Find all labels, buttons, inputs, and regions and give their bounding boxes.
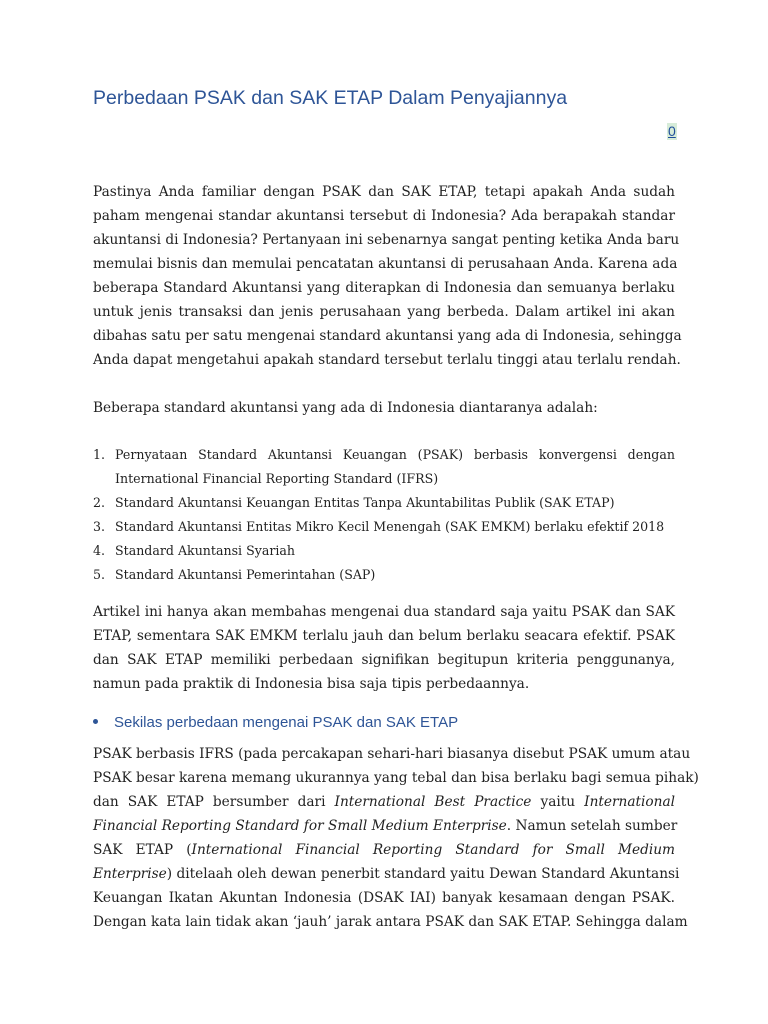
standards-list: [93, 443, 675, 587]
list-item: [93, 443, 675, 491]
list-item-text: Standard Akuntansi Syariah: [115, 543, 296, 558]
list-item-number: 4.: [93, 543, 106, 558]
list-intro-text: Beberapa standard akuntansi yang ada di Indonesia diantaranya adalah:: [93, 400, 598, 416]
section-body: [93, 742, 699, 934]
list-item-number: 1.: [93, 447, 106, 462]
section-line: Keuangan Ikatan Akuntan Indonesia (DSAK IAI) banyak kesamaan dengan PSAK.: [93, 890, 675, 906]
list-item-number: 5.: [93, 567, 106, 582]
intro-line: Anda dapat mengetahui apakah standard tersebut terlalu tinggi atau terlalu rendah.: [93, 352, 681, 368]
list-item: [93, 491, 675, 515]
list-item-text: Standard Akuntansi Entitas Mikro Kecil Menengah (SAK EMKM) berlaku efektif 2018: [115, 519, 665, 534]
list-item: [93, 539, 675, 563]
scope-line: Artikel ini hanya akan membahas mengenai dua standard saja yaitu PSAK dan SAK: [93, 604, 675, 620]
section-line: SAK ETAP (International Financial Reporting Standard for Small Medium: [93, 842, 675, 858]
scope-line: ETAP, sementara SAK EMKM terlalu jauh dan belum berlaku seacara efektif. PSAK: [93, 628, 675, 644]
scope-paragraph: [93, 600, 675, 696]
comment-count-link[interactable]: 0: [668, 123, 676, 139]
section-line: PSAK besar karena memang ukurannya yang tebal dan bisa berlaku bagi semua pihak): [93, 770, 699, 786]
list-item-text: Pernyataan Standard Akuntansi Keuangan (PSAK) berbasis konvergensi dengan International Financial Reporting Standard (IFRS): [115, 447, 675, 486]
intro-line: dibahas satu per satu mengenai standard akuntansi yang ada di Indonesia, sehingga: [93, 328, 682, 344]
section-line: dan SAK ETAP bersumber dari International Best Practice yaitu International: [93, 794, 675, 810]
list-item-number: 3.: [93, 519, 106, 534]
scope-line: namun pada praktik di Indonesia bisa saja tipis perbedaannya.: [93, 676, 530, 692]
section-heading: [93, 712, 458, 734]
list-intro: [93, 396, 675, 420]
list-item-text: Standard Akuntansi Pemerintahan (SAP): [115, 567, 376, 582]
intro-line: memulai bisnis dan memulai pencatatan akuntansi di perusahaan Anda. Karena ada: [93, 256, 678, 272]
section-line: Dengan kata lain tidak akan ‘jauh’ jarak antara PSAK dan SAK ETAP. Sehingga dalam: [93, 914, 688, 930]
list-item: [93, 515, 675, 539]
list-item: [93, 563, 675, 587]
intro-line: akuntansi di Indonesia? Pertanyaan ini sebenarnya sangat penting ketika Anda baru: [93, 232, 680, 248]
list-item-number: 2.: [93, 495, 106, 510]
intro-line: Pastinya Anda familiar dengan PSAK dan SAK ETAP, tetapi apakah Anda sudah: [93, 184, 675, 200]
intro-line: beberapa Standard Akuntansi yang diterapkan di Indonesia dan semuanya berlaku: [93, 280, 675, 296]
section-heading-text: Sekilas perbedaan mengenai PSAK dan SAK ETAP: [114, 714, 459, 731]
article-title: Perbedaan PSAK dan SAK ETAP Dalam Penyajiannya: [93, 87, 568, 109]
scope-line: dan SAK ETAP memiliki perbedaan signifikan begitupun kriteria penggunanya,: [93, 652, 675, 668]
bullet-icon: [93, 719, 98, 724]
intro-line: paham mengenai standar akuntansi tersebut di Indonesia? Ada berapakah standar: [93, 208, 675, 224]
section-line: PSAK berbasis IFRS (pada percakapan sehari-hari biasanya disebut PSAK umum atau: [93, 746, 691, 762]
list-item-text: Standard Akuntansi Keuangan Entitas Tanpa Akuntabilitas Publik (SAK ETAP): [115, 495, 615, 510]
intro-paragraph: [93, 180, 682, 372]
section-line: Financial Reporting Standard for Small Medium Enterprise. Namun setelah sumber: [93, 818, 678, 834]
section-line: Enterprise) ditelaah oleh dewan penerbit standard yaitu Dewan Standard Akuntansi: [93, 866, 680, 882]
intro-line: untuk jenis transaksi dan jenis perusahaan yang berbeda. Dalam artikel ini akan: [93, 304, 675, 320]
